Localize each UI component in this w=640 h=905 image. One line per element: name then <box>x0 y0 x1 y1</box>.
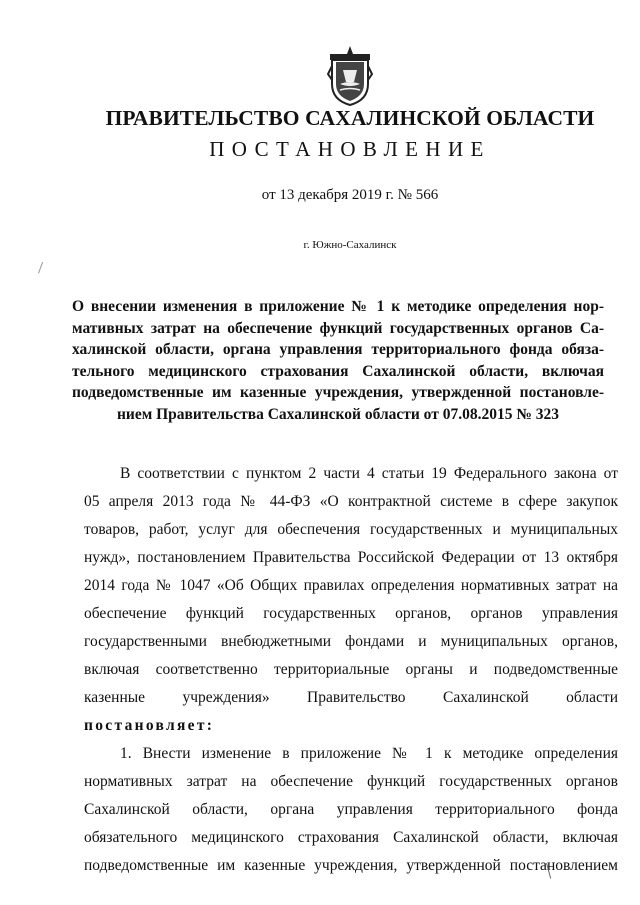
resolves-word: постановляет: <box>84 717 215 734</box>
subject-line: мативных затрат на обеспечение функций государственных органов Са- <box>72 319 604 337</box>
body-line: государственными внебюджетными фондами и муниципальных органов, <box>84 633 618 650</box>
item-line: обязательного медицинского страхования Сахалинской области, включая <box>84 829 618 846</box>
body-line: В соответствии с пунктом 2 части 4 статьи 19 Федерального закона от <box>120 465 618 482</box>
document-type: ПОСТАНОВЛЕНИЕ <box>209 137 491 161</box>
item-line: 1. Внести изменение в приложение № 1 к методике определения <box>120 745 618 762</box>
subject-line: О внесении изменения в приложение № 1 к методике определения нор- <box>72 298 604 315</box>
document-body <box>84 460 618 880</box>
document-date-number: от 13 декабря 2019 г. № 566 <box>261 187 439 203</box>
subject-line: нием Правительства Сахалинской области от 07.08.2015 № 323 <box>116 405 560 423</box>
sakhalin-coat-of-arms-icon <box>326 44 374 106</box>
item-line: Сахалинской области, органа управления территориального фонда <box>84 801 618 818</box>
government-title: ПРАВИТЕЛЬСТВО САХАЛИНСКОЙ ОБЛАСТИ <box>105 106 595 130</box>
body-line: 05 апреля 2013 года № 44-ФЗ «О контрактной системе в сфере закупок <box>84 493 618 510</box>
document-subject <box>72 296 604 425</box>
body-line: нужд», постановлением Правительства Российской Федерации от 13 октября <box>84 549 618 566</box>
body-line: включая соответственно территориальные органы и подведомственные <box>84 661 618 678</box>
body-line: 2014 года № 1047 «Об Общих правилах определения нормативных затрат на <box>84 577 618 594</box>
item-line: нормативных затрат на обеспечение функций государственных органов <box>84 773 618 790</box>
subject-line: халинской области, органа управления территориального фонда обяза- <box>72 341 604 358</box>
body-line: товаров, работ, услуг для обеспечения государственных и муниципальных <box>84 521 618 538</box>
subject-line: подведомственные им казенные учреждения, утвержденной постановле- <box>72 384 604 401</box>
subject-line: тельного медицинского страхования Сахалинской области, включая <box>72 362 604 380</box>
item-line: подведомственные им казенные учреждения, утвержденной постановлением <box>84 857 618 874</box>
scan-mark <box>38 262 45 274</box>
body-line: казенные учреждения» Правительство Сахалинской области <box>84 689 618 706</box>
body-line: обеспечение функций государственных органов, органов управления <box>84 605 618 622</box>
document-city: г. Южно-Сахалинск <box>303 239 397 251</box>
